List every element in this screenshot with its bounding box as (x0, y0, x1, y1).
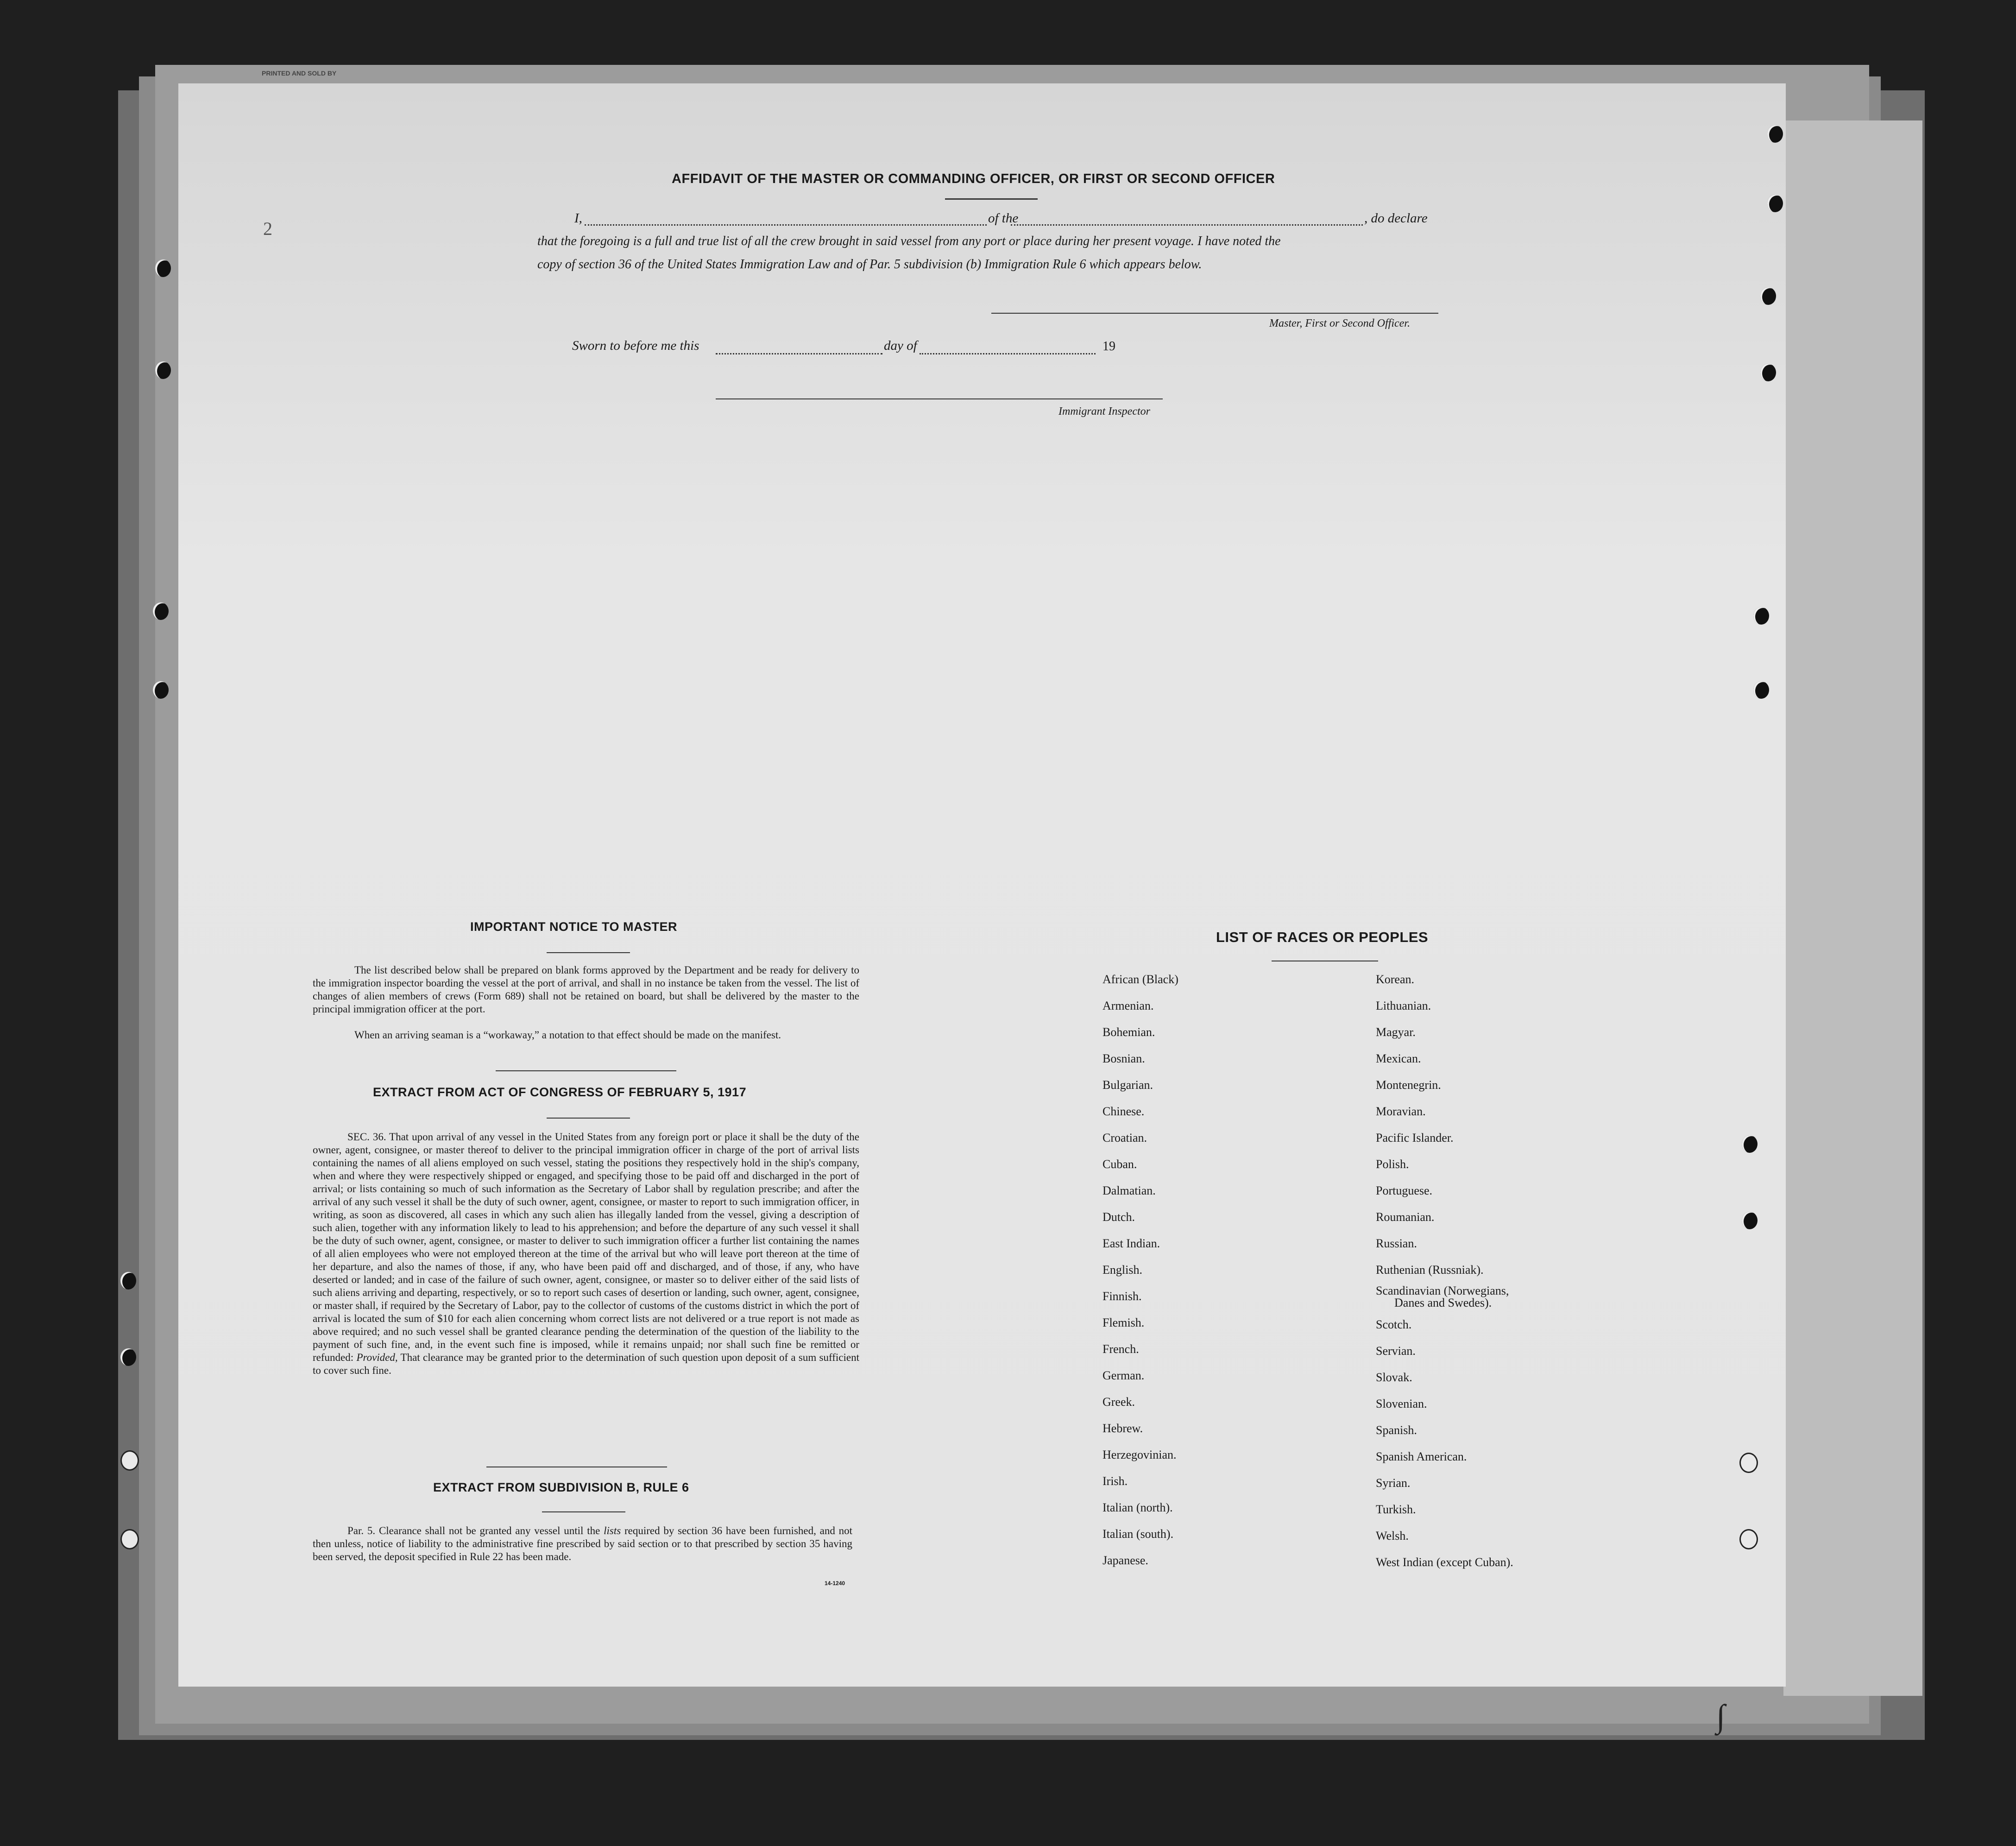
race-item: Slovak. (1376, 1371, 1412, 1384)
divider (496, 1070, 676, 1071)
race-item: Scotch. (1376, 1318, 1412, 1331)
punch-hole (120, 1529, 139, 1549)
master-signature-label: Master, First or Second Officer. (1269, 317, 1410, 329)
ledger-sheet-edge (1783, 120, 1922, 1696)
affidavit-line-2: that the foregoing is a full and true list of all the crew brought in said vessel from any port or place during her present voyage. I have noted the (537, 234, 1281, 248)
race-item: Moravian. (1376, 1105, 1426, 1118)
race-item: Cuban. (1102, 1157, 1137, 1171)
race-item: Lithuanian. (1376, 999, 1431, 1012)
extract-act-body (313, 1131, 859, 1377)
vessel-blank (1011, 224, 1363, 226)
punch-hole (1753, 607, 1769, 625)
form-number: 14-1240 (825, 1580, 845, 1587)
race-item: Polish. (1376, 1157, 1409, 1171)
sworn-year: 19 (1102, 339, 1115, 354)
race-item: Pacific Islander. (1376, 1131, 1454, 1144)
race-item: Servian. (1376, 1344, 1416, 1358)
race-item: Italian (north). (1102, 1501, 1173, 1514)
race-item: Finnish. (1102, 1290, 1142, 1303)
divider (945, 198, 1038, 200)
punch-hole (1760, 287, 1776, 305)
punch-hole (120, 1272, 136, 1290)
race-item: West Indian (except Cuban). (1376, 1555, 1513, 1569)
notice-paragraph-1: The list described below shall be prepared on blank forms approved by the Department and be ready for delivery to the immigration inspector boarding the vessel at the port of arrival, and shall in no instance be taken from the vessel. The list of changes of alien members of crews (Form 689) shall not be retained on board, but shall be delivered by the master to the principal immigration officer at the port. (313, 964, 859, 1015)
race-item: Herzegovinian. (1102, 1448, 1177, 1461)
sworn-month-blank (920, 353, 1096, 354)
race-item: Irish. (1102, 1474, 1128, 1488)
races-left-column (1102, 966, 1178, 1574)
race-item: Chinese. (1102, 1105, 1145, 1118)
race-item: Dalmatian. (1102, 1184, 1156, 1197)
sworn-label: Sworn to before me this (572, 338, 699, 353)
punch-hole (1739, 1453, 1758, 1473)
punch-hole (155, 259, 171, 277)
race-item-continued: Danes and Swedes). (1394, 1296, 1492, 1309)
lists-word: lists (604, 1525, 621, 1536)
punch-hole (153, 681, 169, 699)
divider (547, 952, 630, 953)
race-item: Welsh. (1376, 1529, 1409, 1543)
section-36-end: That clearance may be granted prior to the determination of such question upon deposit of a sum sufficient to cover such fine. (313, 1352, 859, 1376)
punch-hole (120, 1348, 136, 1366)
affidavit-of-the-label: of the (988, 211, 1019, 226)
race-item: Greek. (1102, 1395, 1135, 1409)
punch-hole (153, 602, 169, 620)
divider (547, 1118, 630, 1119)
race-item: German. (1102, 1369, 1145, 1382)
rule-text-a: Par. 5. Clearance shall not be granted any vessel until the (347, 1525, 600, 1536)
affidavit-i-label: I, (574, 211, 582, 226)
rule-text-b: required by section 36 have been furnished, and not then unless, notice of liability to the administrative fine prescribed by said section or to that prescribed by section 35 having been served, the deposit specified in Rule 22 has been made. (313, 1525, 853, 1562)
document-page (178, 83, 1786, 1687)
race-item: Spanish. (1376, 1423, 1417, 1437)
notice-paragraph-2: When an arriving seaman is a “workaway,” a notation to that effect should be made on the manifest. (354, 1029, 781, 1041)
punch-hole (1753, 681, 1769, 699)
master-signature-line (991, 313, 1438, 314)
race-item: Hebrew. (1102, 1422, 1143, 1435)
extract-rule-title: EXTRACT FROM SUBDIVISION B, RULE 6 (433, 1480, 689, 1494)
margin-mark: 2 (263, 218, 272, 239)
sworn-day-blank (716, 353, 882, 354)
punch-hole (1767, 195, 1783, 212)
printer-strip: PRINTED AND SOLD BY (262, 70, 337, 77)
punch-hole (1742, 1212, 1758, 1229)
race-item: Scandinavian (Norwegians, Danes and Swedes). (1376, 1283, 1513, 1311)
affidavit-title: AFFIDAVIT OF THE MASTER OR COMMANDING OFFICER, OR FIRST OR SECOND OFFICER (672, 171, 1275, 186)
punch-hole (120, 1450, 139, 1471)
race-item: Korean. (1376, 973, 1415, 986)
race-item: French. (1102, 1342, 1139, 1356)
inspector-signature-line (716, 398, 1163, 399)
punch-hole (155, 361, 171, 379)
race-item: Roumanian. (1376, 1210, 1435, 1224)
divider (542, 1511, 625, 1512)
notice-title: IMPORTANT NOTICE TO MASTER (470, 920, 677, 934)
margin-mark: ∫ (1716, 1699, 1726, 1734)
sworn-day-of-label: day of (884, 338, 917, 353)
race-item: East Indian. (1102, 1237, 1160, 1250)
race-item: Syrian. (1376, 1476, 1411, 1490)
race-item: Dutch. (1102, 1210, 1135, 1224)
affidavit-line-3: copy of section 36 of the United States Immigration Law and of Par. 5 subdivision (b) Immigration Rule 6 which appears below. (537, 257, 1202, 272)
races-title: LIST OF RACES OR PEOPLES (1216, 929, 1429, 945)
race-item: Magyar. (1376, 1025, 1416, 1039)
race-item: Armenian. (1102, 999, 1154, 1012)
punch-hole (1739, 1529, 1758, 1549)
name-blank (585, 224, 987, 226)
extract-rule-body (313, 1524, 852, 1563)
punch-hole (1767, 125, 1783, 143)
race-item: English. (1102, 1263, 1142, 1277)
race-item: Mexican. (1376, 1052, 1421, 1065)
affidavit-declare-label: , do declare (1364, 211, 1428, 226)
inspector-label: Immigrant Inspector (1058, 405, 1150, 417)
section-36-text: SEC. 36. That upon arrival of any vessel in the United States from any foreign port or place it shall be the duty of the owner, agent, consignee, or master thereof to deliver to the principal immigration officer in charge of the port of arrival lists containing the names of all aliens employed on such vessel, stating the positions they respectively hold in the ship's company, when and where they were respectively shipped or engaged, and specifying those to be paid off and discharged in the port of arrival; or lists containing so much of such information as the Secretary of Labor shall by regulation prescribe; and after the arrival of any such vessel it shall be the duty of such owner, agent, consignee, or master to report to such immigration officer, in writing, as soon as discovered, all cases in which any such alien has illegally landed from the vessel, giving a description of such alien, together with any information likely to lead to his apprehension; and before the departure of any such vessel it shall be the duty of such owner, agent, consignee, or master to deliver to such immigration officer a further list containing the names of all alien employees who were not employed thereon at the time of the arrival but who will leave port thereon at the time of her departure, and also the names of those, if any, who have been paid off and discharged, and of those, if any, who have deserted or landed; and in case of the failure of such owner, agent, consignee, or master so to deliver either of the said lists of such aliens arriving and departing, respectively, or so to report such cases of desertion or landing, such owner, agent, consignee, or master shall, if required by the Secretary of Labor, pay to the collector of customs of the customs district in which the port of arrival is located the sum of $10 for each alien concerning whom correct lists are not delivered or a true report is not made as above required; and no such vessel shall be granted clearance pending the determination of the question of the liability to the payment of such fine, and, in the event such fine is imposed, while it remains unpaid; nor shall such fine be remitted or refunded: (313, 1131, 859, 1363)
race-item: Montenegrin. (1376, 1078, 1441, 1092)
race-item: Slovenian. (1376, 1397, 1427, 1410)
provided-word: Provided, (356, 1352, 398, 1363)
race-item: Bosnian. (1102, 1052, 1145, 1065)
extract-act-title: EXTRACT FROM ACT OF CONGRESS OF FEBRUARY 5, 1917 (373, 1085, 747, 1099)
races-right-column (1376, 966, 1513, 1575)
race-item: Japanese. (1102, 1554, 1148, 1567)
race-item: Spanish American. (1376, 1450, 1467, 1463)
race-item: Flemish. (1102, 1316, 1145, 1329)
race-item: Russian. (1376, 1237, 1417, 1250)
race-item: Croatian. (1102, 1131, 1147, 1144)
race-item: Bohemian. (1102, 1025, 1155, 1039)
race-item: Ruthenian (Russniak). (1376, 1263, 1484, 1277)
punch-hole (1742, 1135, 1758, 1153)
race-item: Portuguese. (1376, 1184, 1433, 1197)
race-item: Bulgarian. (1102, 1078, 1153, 1092)
race-item: Italian (south). (1102, 1527, 1174, 1541)
race-item: African (Black) (1102, 973, 1178, 986)
race-item: Turkish. (1376, 1503, 1416, 1516)
punch-hole (1760, 364, 1776, 381)
